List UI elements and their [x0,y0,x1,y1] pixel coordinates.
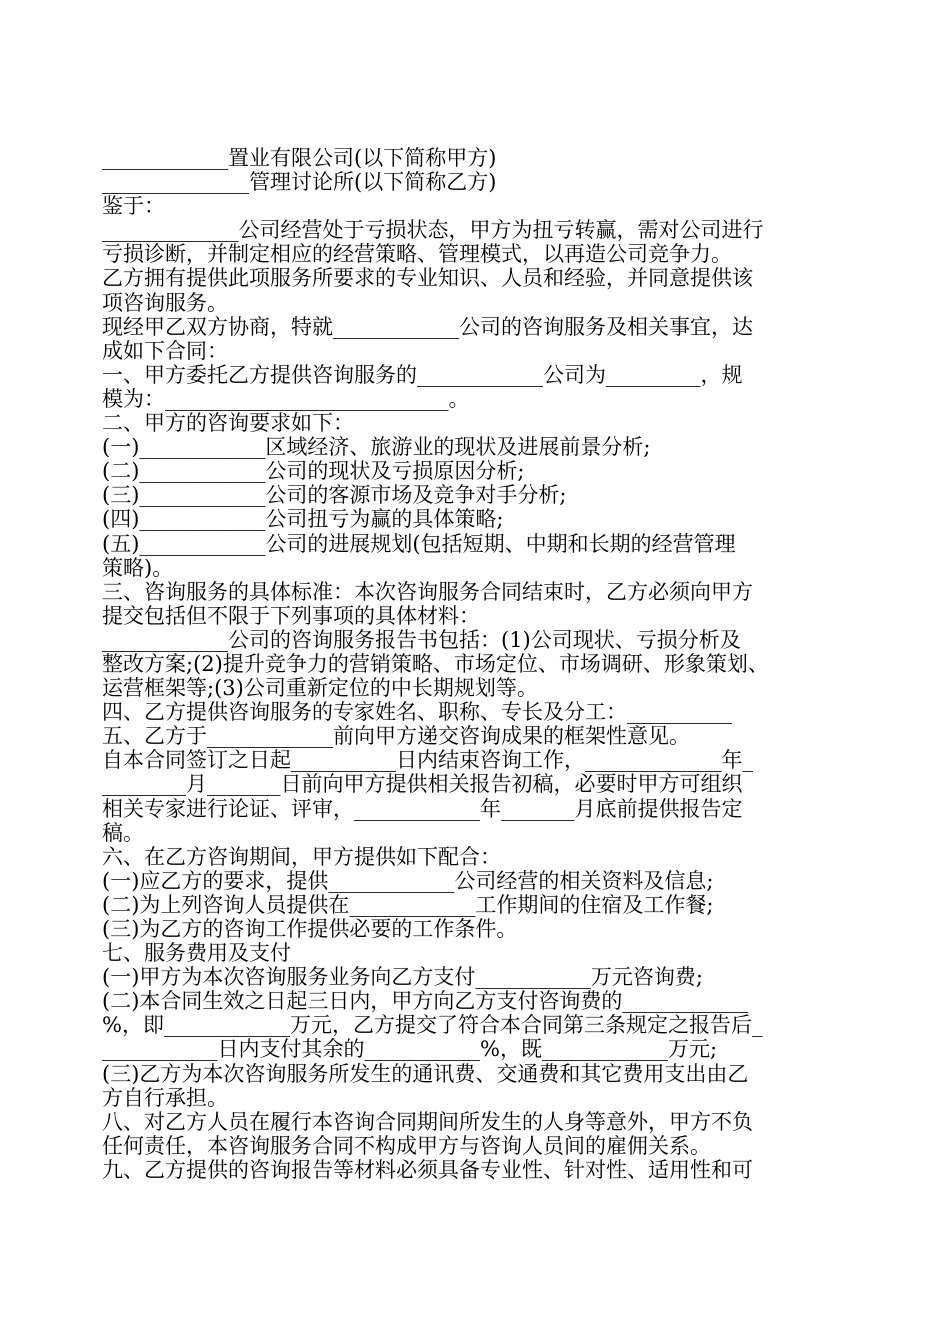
text-line: (一)甲方为本次咨询服务业务向乙方支付___________万元咨询费; [102,965,703,990]
text-line: (一)____________区域经济、旅游业的现状及进展前景分析; [102,435,651,460]
text-line: (三)____________公司的客源市场及竞争对手分析; [102,483,567,508]
text-line: 八、对乙方人员在履行本咨询合同期间所发生的人身等意外，甲方不负 [102,1109,753,1134]
text-line: 四、乙方提供咨询服务的专家姓名、职称、专长及分工：__________ [102,700,732,725]
text-line: ____________公司的咨询服务报告书包括：(1)公司现状、亏损分析及 [102,627,741,652]
text-line: 模为：___________________________。 [102,386,470,411]
text-line: ______________管理讨论所(以下简称乙方) [102,170,497,195]
text-line: 乙方拥有提供此项服务所要求的专业知识、人员和经验，并同意提供该 [102,266,753,291]
text-line: (三)为乙方的咨询工作提供必要的工作条件。 [102,917,518,941]
text-line: _____________公司经营处于亏损状态，甲方为扭亏转赢，需对公司进行 [102,218,764,243]
text-line: 鉴于： [102,194,165,219]
text-line: 现经甲乙双方协商，特就____________公司的咨询服务及相关事宜，达 [102,314,753,339]
text-line: (一)应乙方的要求，提供____________公司经营的相关资料及信息; [102,868,714,893]
text-line: 项咨询服务。 [102,290,228,315]
text-line: ____________置业有限公司(以下简称甲方) [102,146,497,170]
text-line: 稿。 [102,820,144,845]
text-line: 三、咨询服务的具体标准：本次咨询服务合同结束时，乙方必须向甲方 [102,579,753,604]
text-line: 六、在乙方咨询期间，甲方提供如下配合： [102,844,501,869]
text-line: 七、服务费用及支付 [102,941,291,966]
text-line: (三)乙方为本次咨询服务所发生的通讯费、交通费和其它费用支出由乙 [102,1061,749,1086]
text-line: 二、甲方的咨询要求如下： [102,411,354,436]
text-line: 一、甲方委托乙方提供咨询服务的____________公司为_________，规 [102,362,743,387]
text-line: (四)____________公司扭亏为赢的具体策略; [102,507,504,532]
text-line: 运营框架等;(3)公司重新定位的中长期规划等。 [102,676,538,701]
text-line: (二)为上列咨询人员提供在____________工作期间的住宿及工作餐; [102,892,714,917]
text-line: 任何责任，本咨询服务合同不构成甲方与咨询人员间的雇佣关系。 [102,1133,711,1158]
text-line: 相关专家进行论证、评审，____________年_______月底前提供报告定 [102,796,743,821]
contract-document [102,146,854,1182]
text-line: 亏损诊断，并制定相应的经营策略、管理模式，以再造公司竞争力。 [102,242,732,267]
text-line: ___________日内支付其余的___________%，既____________万元; [102,1037,718,1062]
text-line: 整改方案;(2)提升竞争力的营销策略、市场定位、市场调研、形象策划、 [102,651,769,676]
text-line: (五)____________公司的进展规划(包括短期、中期和长期的经营管理 [102,531,736,556]
text-line: 九、乙方提供的咨询报告等材料必须具备专业性、针对性、适用性和可 [102,1157,753,1182]
text-line: 提交包括但不限于下列事项的具体材料： [102,603,480,628]
text-line: 五、乙方于____________前向甲方递交咨询成果的框架性意见。 [102,724,690,749]
text-line: ________月_______日前向甲方提供相关报告初稿，必要时甲方可组织 [102,772,743,797]
text-line: 成如下合同： [102,338,228,363]
text-line: %，即____________万元，乙方提交了符合本合同第三条规定之报告后_ [102,1013,763,1038]
text-line: (二)____________公司的现状及亏损原因分析; [102,459,525,484]
text-line: 策略)。 [102,555,174,580]
text-line: 方自行承担。 [102,1085,228,1110]
text-line: 自本合同签订之日起__________日内结束咨询工作，_____________年_ [102,748,753,773]
text-line: (二)本合同生效之日起三日内，甲方向乙方支付咨询费的____________ [102,989,749,1014]
